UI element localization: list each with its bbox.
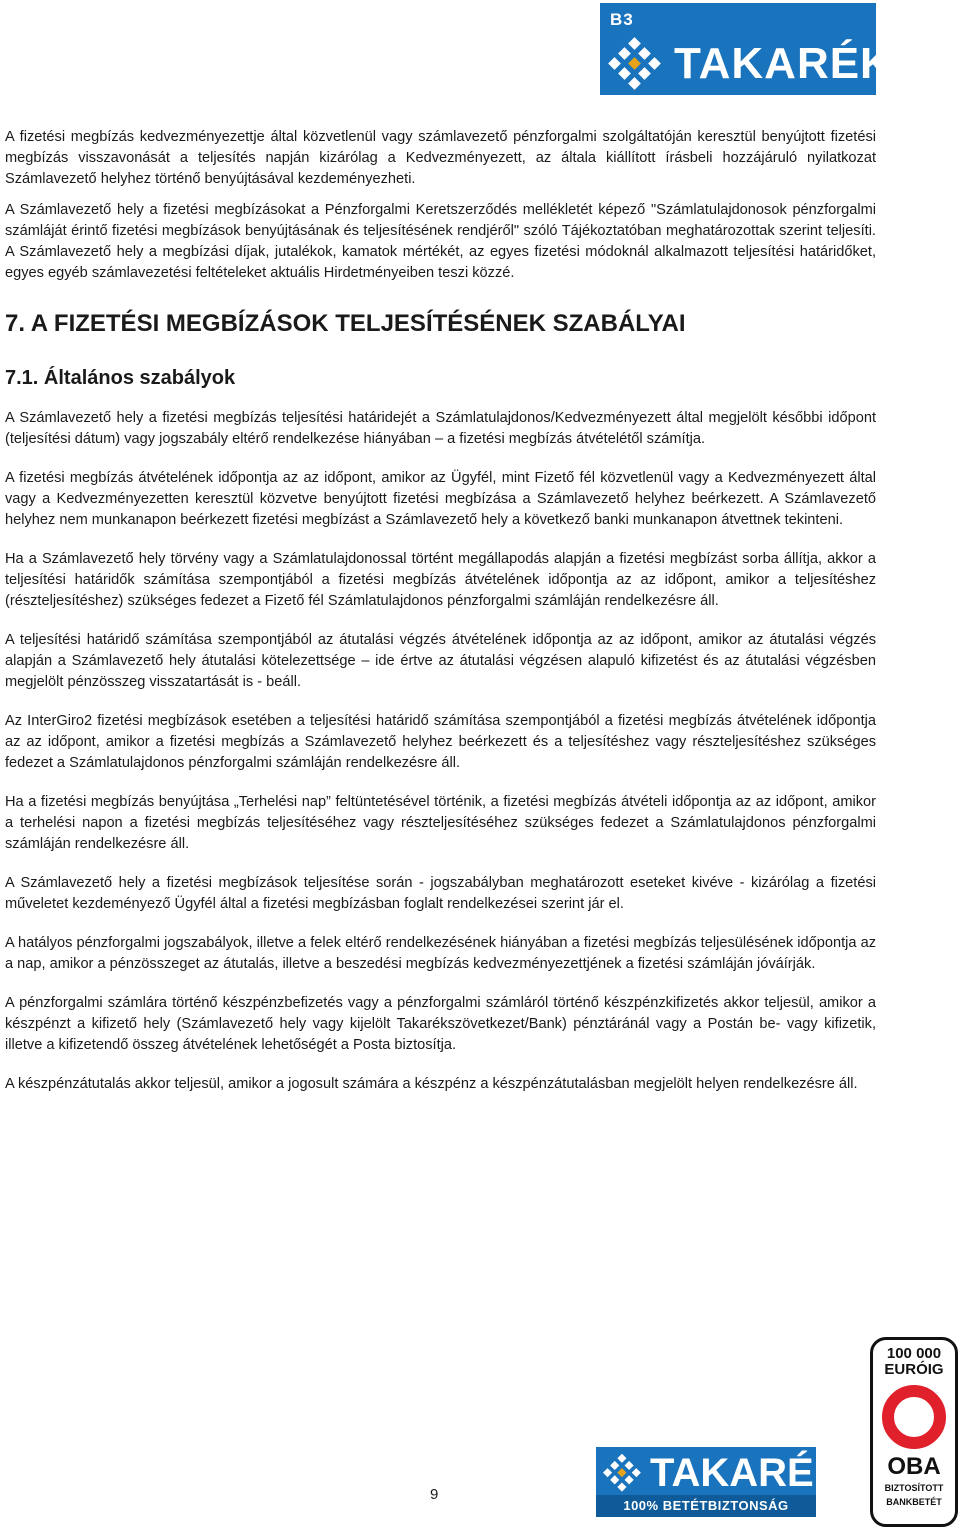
paragraph-9: A Számlavezető hely a fizetési megbízások teljesítése során - jogszabályban meghatározott eseteket kivéve - kizárólag a fizetési műveletet kezdeményező Ügyfél által a fizetési megbízásban foglalt rendelkezései szerint jár el.: [5, 875, 876, 912]
paragraph-11: A pénzforgalmi számlára történő készpénzbefizetés vagy a pénzforgalmi számláról történő készpénzkifizetés akkor teljesül, amikor a készpénzt a kifizető hely (Számlavezető hely vagy kijelölt Takarékszövetkezet/Bank) pénztáránál vagy a Postán be- vagy kifizetik, illetve a kifizetendő összeg átvételének lehetőségét a Posta biztosítja.: [5, 995, 876, 1053]
paragraph-7: Az InterGiro2 fizetési megbízások esetében a teljesítési határidő számítása szempontjából a fizetési megbízás átvételének időpontja az az időpont, amikor a fizetési megbízás a Számlavezető helyhez beérkezett és a teljesítéshez vagy részteljesítéshez szükséges fedezet a Számlatulajdonos pénzforgalmi számláján rendelkezésre áll.: [5, 713, 876, 771]
oba-currency: EURÓIG: [884, 1361, 944, 1378]
paragraph-4: A fizetési megbízás átvételének időpontja az az időpont, amikor az Ügyfél, mint Fizető fél közvetlenül vagy a Kedvezményezett által vagy a Kedvezményezetten keresztül közvetve benyújtott fizetési megbízása a Számlavezető helyhez beérkezett. A Számlavezető helyhez nem munkanapon beérkezett fizetési megbízást a Számlavezető hely a következő banki munkanapon átvettnek tekinteni.: [5, 470, 876, 528]
oba-seal: [870, 1337, 958, 1527]
takarek-logo-top: [600, 3, 893, 95]
oba-name: OBA: [887, 1453, 941, 1480]
logo-tag: B3: [610, 10, 634, 29]
page-number: 9: [430, 1486, 439, 1503]
paragraph-5: Ha a Számlavezető hely törvény vagy a Számlatulajdonossal történt megállapodás alapján a fizetési megbízást sorba állítja, akkor a teljesítési határidők számítása szempontjából a fizetési megbízás átvételének időpontja az az időpont, amikor a teljesítéshez (részteljesítéshez) szükséges fedezet a Fizető fél Számlatulajdonos pénzforgalmi számláján rendelkezésre áll.: [5, 551, 876, 609]
paragraph-1: A fizetési megbízás kedvezményezettje által közvetlenül vagy számlavezető pénzforgalmi szolgáltatóján keresztül benyújtott fizetési megbízás visszavonását a teljesítés napján kizárólag a Kedvezményezett, az általa kiállított írásbeli hozzájáruló nyilatkozat Számlavezető helyhez történő benyújtásával kezdeményezheti.: [5, 129, 876, 187]
oba-line-1: BIZTOSÍTOTT: [884, 1483, 944, 1493]
takarek-badge-bottom: [596, 1447, 843, 1517]
oba-line-2: BANKBETÉT: [886, 1497, 942, 1507]
paragraph-3: A Számlavezető hely a fizetési megbízás teljesítési határidejét a Számlatulajdonos/Kedvezményezett által megjelölt későbbi időpont (teljesítési dátum) vagy jogszabály eltérő rendelkezése hiányában – a fizetési megbízás átvételétől számítja.: [5, 410, 876, 447]
paragraph-10: A hatályos pénzforgalmi jogszabályok, illetve a felek eltérő rendelkezésének hiányában a fizetési megbízás teljesülésének időpontja az a nap, amikor a pénzösszeget az átutalás, illetve a beszedési megbízás kedvezményezettjének a fizetési számláján jóváírják.: [5, 935, 876, 972]
paragraph-8: Ha a fizetési megbízás benyújtása „Terhelési nap” feltüntetésével történik, a fizetési megbízás átvételi időpontja az az időpont, amikor a terhelési napon a fizetési megbízás teljesítéséhez vagy részteljesítéséhez szükséges fedezet a Számlatulajdonos pénzforgalmi számláján rendelkezésre áll.: [5, 794, 876, 852]
logo-brand: TAKARÉK: [674, 39, 893, 88]
takarek-diamond-icon: [604, 37, 668, 91]
oba-ring-icon: [881, 1384, 947, 1450]
paragraph-2: A Számlavezető hely a fizetési megbízásokat a Pénzforgalmi Keretszerződés mellékletét képező "Számlatulajdonosok pénzforgalmi számláját érintő fizetési megbízások benyújtásának és teljesítésének rendjéről" szóló Tájékoztatóban meghatározottak szerint teljesíti. A Számlavezető hely a megbízási díjak, jutalékok, kamatok mértékét, az egyes fizetési módoknál alkalmazott teljesítési határidőket, egyes egyéb számlavezetési feltételeket aktuális Hirdetményeiben teszi közzé.: [5, 202, 876, 281]
section-title: 7. A FIZETÉSI MEGBÍZÁSOK TELJESÍTÉSÉNEK SZABÁLYAI: [5, 310, 686, 337]
subsection-title: 7.1. Általános szabályok: [5, 367, 236, 389]
paragraph-12: A készpénzátutalás akkor teljesül, amikor a jogosult számára a készpénz a készpénzátutalásban megjelölt helyen rendelkezésre áll.: [5, 1076, 858, 1092]
oba-amount: 100 000: [886, 1345, 942, 1362]
takarek-diamond-icon: [600, 1453, 646, 1493]
badge-brand: TAKARÉK: [650, 1451, 843, 1495]
document-body: [5, 127, 876, 1113]
paragraph-6: A teljesítési határidő számítása szempontjából az átutalási végzés átvételének időpontja az az időpont, amikor az átutalási végzés alapján a Számlavezető hely átutalási kötelezettsége – ide értve az átutalási végzésen alapuló kifizetést és az átutalási végzésben megjelölt pénzösszeg visszatartását is - beáll.: [5, 632, 876, 690]
badge-tagline: 100% BETÉTBIZTONSÁG: [596, 1495, 816, 1517]
